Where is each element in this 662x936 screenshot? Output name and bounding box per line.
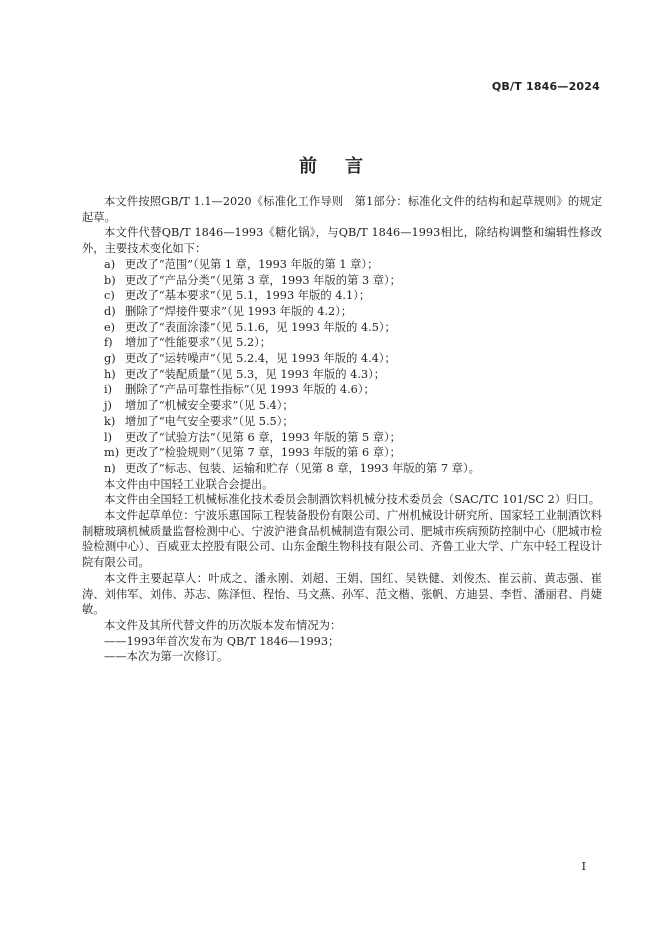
page-title: 前言 — [299, 156, 391, 177]
list-item-label: k) — [104, 414, 116, 428]
paragraph-proposer: 本文件由中国轻工业联合会提出。 — [104, 477, 274, 491]
list-item-label: e) — [104, 320, 116, 334]
list-item — [82, 335, 602, 351]
list-item-text: 更改了“试验方法”（见第 6 章，1993 年版的第 5 章）； — [125, 430, 401, 444]
paragraph-drafting-units: 本文件起草单位：宁波乐惠国际工程装备股份有限公司、广州机械设计研究所、国家轻工业制酒饮料制糖玻璃机械质量监督检测中心、宁波沪港食品机械制造有限公司、肥城市疾病预防控制中心（肥城市检验检测中心）、百威亚太控股有限公司、山东金酿生物科技有限公司、齐鲁工业大学、广东中轻工程设计院有限公司。 — [82, 509, 602, 570]
list-item — [82, 445, 602, 461]
list-item — [82, 382, 602, 398]
paragraph-replacement: 本文件代替QB/T 1846—1993《糖化锅》，与QB/T 1846—1993相比，除结构调整和编辑性修改外，主要技术变化如下： — [82, 226, 602, 256]
list-item — [82, 414, 602, 430]
history-item: ——1993年首次发布为 QB/T 1846—1993； — [104, 634, 340, 648]
list-item-label: i) — [104, 383, 113, 397]
list-item-label: n) — [104, 461, 116, 475]
list-item-text: 更改了“检验规则”（见第 7 章，1993 年版的第 6 章）； — [125, 446, 401, 460]
list-item-text: 删除了“产品可靠性指标”（见 1993 年版的 4.6）； — [125, 383, 375, 397]
standard-number: QB/T 1846—2024 — [491, 80, 600, 93]
list-item-label: a) — [104, 257, 116, 271]
list-item — [82, 320, 602, 336]
list-item-text: 更改了“表面涂漆”（见 5.1.6，见 1993 年版的 4.5）； — [125, 320, 396, 334]
list-item — [82, 351, 602, 367]
list-item-label: g) — [104, 352, 116, 366]
list-item-text: 更改了“产品分类”（见第 3 章，1993 年版的第 3 章）； — [125, 273, 401, 287]
list-item — [82, 430, 602, 446]
list-item-text: 删除了“焊接件要求”（见 1993 年版的 4.2）； — [125, 304, 353, 318]
paragraph-history-intro: 本文件及其所代替文件的历次版本发布情况为： — [104, 618, 342, 632]
list-item-label: c) — [104, 289, 115, 303]
list-item — [82, 461, 602, 477]
paragraph-drafting-rules: 本文件按照GB/T 1.1—2020《标准化工作导则 第1部分：标准化文件的结构和起草规则》的规定起草。 — [82, 195, 602, 224]
list-item — [82, 398, 602, 414]
list-item — [82, 273, 602, 289]
paragraph-drafters: 本文件主要起草人：叶成之、潘永刚、刘超、王娟、国红、吴铁健、刘俊杰、崔云前、黄志强、崔涛、刘伟军、刘伟、苏志、陈泽恒、程怡、马文燕、孙军、范文楷、张帆、方迪昙、李哲、潘丽君、肖婕敏。 — [82, 571, 602, 617]
list-item-text: 增加了“机械安全要求”（见 5.4）； — [125, 399, 294, 413]
list-item-label: h) — [104, 367, 116, 381]
list-item-text: 更改了“运转噪声”（见 5.2.4，见 1993 年版的 4.4）； — [125, 352, 396, 366]
technical-changes-list — [82, 257, 602, 477]
list-item — [82, 257, 602, 273]
paragraph-committee: 本文件由全国轻工机械标准化技术委员会制酒饮料机械分技术委员会（SAC/TC 101/SC 2）归口。 — [104, 493, 601, 507]
list-item-label: l) — [104, 430, 113, 444]
list-item — [82, 288, 602, 304]
page-number: I — [581, 860, 586, 873]
list-item-label: m) — [104, 446, 120, 460]
list-item-label: b) — [104, 273, 116, 287]
list-item-text: 增加了“性能要求”（见 5.2）； — [125, 336, 272, 350]
list-item-text: 增加了“电气安全要求”（见 5.5）； — [125, 414, 294, 428]
list-item-label: d) — [104, 304, 116, 318]
list-item-text: 更改了“范围”（见第 1 章，1993 年版的第 1 章）； — [125, 257, 379, 271]
list-item-label: f) — [104, 336, 113, 350]
list-item-text: 更改了“装配质量”（见 5.3，见 1993 年版的 4.3）； — [125, 367, 386, 381]
list-item — [82, 304, 602, 320]
list-item-label: j) — [104, 399, 112, 413]
history-item: ——本次为第一次修订。 — [104, 650, 229, 664]
list-item — [82, 367, 602, 383]
document-body — [82, 194, 602, 665]
list-item-text: 更改了“基本要求”（见 5.1，1993 年版的 4.1）； — [125, 289, 371, 303]
list-item-text: 更改了“标志、包装、运输和贮存（见第 8 章，1993 年版的第 7 章）。 — [125, 461, 480, 475]
